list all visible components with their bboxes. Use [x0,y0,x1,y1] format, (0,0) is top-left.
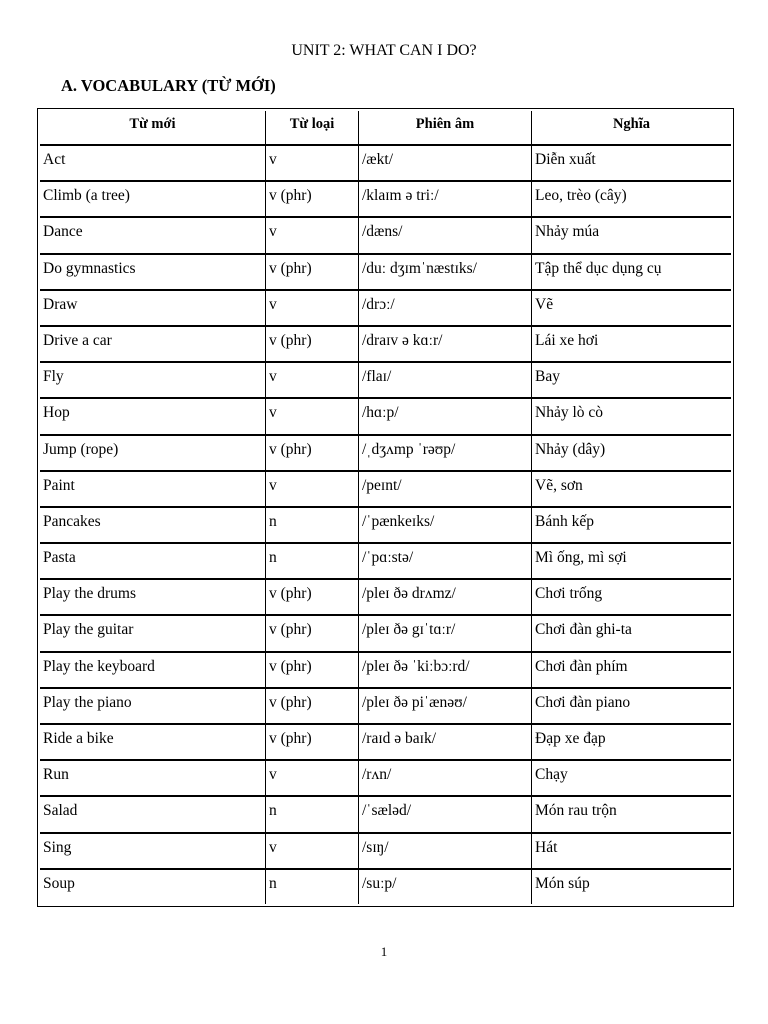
meaning-cell: Chơi đàn ghi-ta [531,614,731,650]
header-meaning: Nghĩa [531,111,731,144]
pronunciation-cell: /pleɪ ðə gɪˈtɑːr/ [358,614,531,650]
word-cell: Play the guitar [40,614,265,650]
table-row [40,868,731,904]
word-type-cell: v (phr) [265,434,358,470]
pronunciation-cell: /dæns/ [358,216,531,252]
word-cell: Play the piano [40,687,265,723]
pronunciation-cell: /pleɪ ðə drʌmz/ [358,578,531,614]
pronunciation-cell: /raɪd ə baɪk/ [358,723,531,759]
meaning-cell: Chơi trống [531,578,731,614]
pronunciation-cell: /ˌdʒʌmp ˈrəʊp/ [358,434,531,470]
meaning-cell: Bánh kếp [531,506,731,542]
table-row [40,651,731,687]
word-type-cell: n [265,506,358,542]
word-cell: Play the keyboard [40,651,265,687]
word-cell: Run [40,759,265,795]
page-number: 1 [380,944,388,959]
header-word: Từ mới [129,116,176,132]
header-word-type: Từ loại [265,111,358,144]
table-row [40,506,731,542]
word-cell: Paint [40,470,265,506]
table-row [40,434,731,470]
table-row [40,795,731,831]
word-cell: Draw [40,289,265,325]
pronunciation-cell: /ˈpænkeɪks/ [358,506,531,542]
word-cell: Jump (rope) [40,434,265,470]
pronunciation-cell: /rʌn/ [358,759,531,795]
word-cell: Hop [40,397,265,433]
pronunciation-cell: /draɪv ə kɑːr/ [358,325,531,361]
table-row [40,759,731,795]
word-type-cell: v [265,832,358,868]
pronunciation-cell: /ˈpɑːstə/ [358,542,531,578]
table-row [40,180,731,216]
pronunciation-cell: /flaɪ/ [358,361,531,397]
meaning-cell: Leo, trèo (cây) [531,180,731,216]
word-type-cell: v (phr) [265,325,358,361]
meaning-cell: Vẽ [531,289,731,325]
header-pronunciation: Phiên âm [358,111,531,144]
meaning-cell: Nhảy (dây) [531,434,731,470]
table-row [40,578,731,614]
word-cell: Act [40,144,265,180]
word-type-cell: v [265,144,358,180]
meaning-cell: Món súp [531,868,731,904]
word-type-cell: v (phr) [265,723,358,759]
meaning-cell: Mì ống, mì sợi [531,542,731,578]
pronunciation-cell: /sɪŋ/ [358,832,531,868]
word-type-cell: v (phr) [265,687,358,723]
pronunciation-cell: /ˈsæləd/ [358,795,531,831]
word-cell: Do gymnastics [40,253,265,289]
word-cell: Fly [40,361,265,397]
word-type-cell: v [265,216,358,252]
word-type-cell: v (phr) [265,614,358,650]
word-type-cell: v (phr) [265,651,358,687]
table-row [40,325,731,361]
word-cell: Soup [40,868,265,904]
pronunciation-cell: /ækt/ [358,144,531,180]
meaning-cell: Diễn xuất [531,144,731,180]
table-row [40,470,731,506]
word-type-cell: n [265,868,358,904]
meaning-cell: Đạp xe đạp [531,723,731,759]
word-cell: Salad [40,795,265,831]
word-cell: Drive a car [40,325,265,361]
table-row [40,687,731,723]
meaning-cell: Hát [531,832,731,868]
table-row [40,397,731,433]
word-type-cell: v [265,759,358,795]
table-row [40,361,731,397]
pronunciation-cell: /drɔː/ [358,289,531,325]
table-row [40,723,731,759]
word-cell: Dance [40,216,265,252]
table-row [40,832,731,868]
meaning-cell: Chơi đàn phím [531,651,731,687]
meaning-cell: Nhảy múa [531,216,731,252]
word-type-cell: v [265,289,358,325]
table-row [40,253,731,289]
meaning-cell: Tập thể dục dụng cụ [531,253,731,289]
word-type-cell: v (phr) [265,180,358,216]
pronunciation-cell: /suːp/ [358,868,531,904]
table-row [40,542,731,578]
meaning-cell: Lái xe hơi [531,325,731,361]
meaning-cell: Nhảy lò cò [531,397,731,433]
pronunciation-cell: /pleɪ ðə ˈkiːbɔːrd/ [358,651,531,687]
table-header-row [40,111,731,144]
table-row [40,289,731,325]
table-row [40,144,731,180]
vocabulary-table [37,108,734,907]
word-cell: Climb (a tree) [40,180,265,216]
pronunciation-cell: /peɪnt/ [358,470,531,506]
pronunciation-cell: /duː dʒɪmˈnæstɪks/ [358,253,531,289]
pronunciation-cell: /pleɪ ðə piˈænəʊ/ [358,687,531,723]
table-row [40,614,731,650]
word-cell: Ride a bike [40,723,265,759]
meaning-cell: Bay [531,361,731,397]
word-cell: Pancakes [40,506,265,542]
word-type-cell: v [265,470,358,506]
pronunciation-cell: /hɑːp/ [358,397,531,433]
word-cell: Play the drums [40,578,265,614]
word-cell: Sing [40,832,265,868]
word-type-cell: n [265,542,358,578]
section-heading: A. VOCABULARY (TỪ MỚI) [61,76,276,95]
word-type-cell: v [265,397,358,433]
word-type-cell: n [265,795,358,831]
word-type-cell: v (phr) [265,578,358,614]
word-type-cell: v [265,361,358,397]
word-cell: Pasta [40,542,265,578]
pronunciation-cell: /klaɪm ə triː/ [358,180,531,216]
meaning-cell: Món rau trộn [531,795,731,831]
table-row [40,216,731,252]
meaning-cell: Vẽ, sơn [531,470,731,506]
table-body [40,144,731,904]
unit-title: UNIT 2: WHAT CAN I DO? [291,42,477,59]
meaning-cell: Chạy [531,759,731,795]
meaning-cell: Chơi đàn piano [531,687,731,723]
word-type-cell: v (phr) [265,253,358,289]
